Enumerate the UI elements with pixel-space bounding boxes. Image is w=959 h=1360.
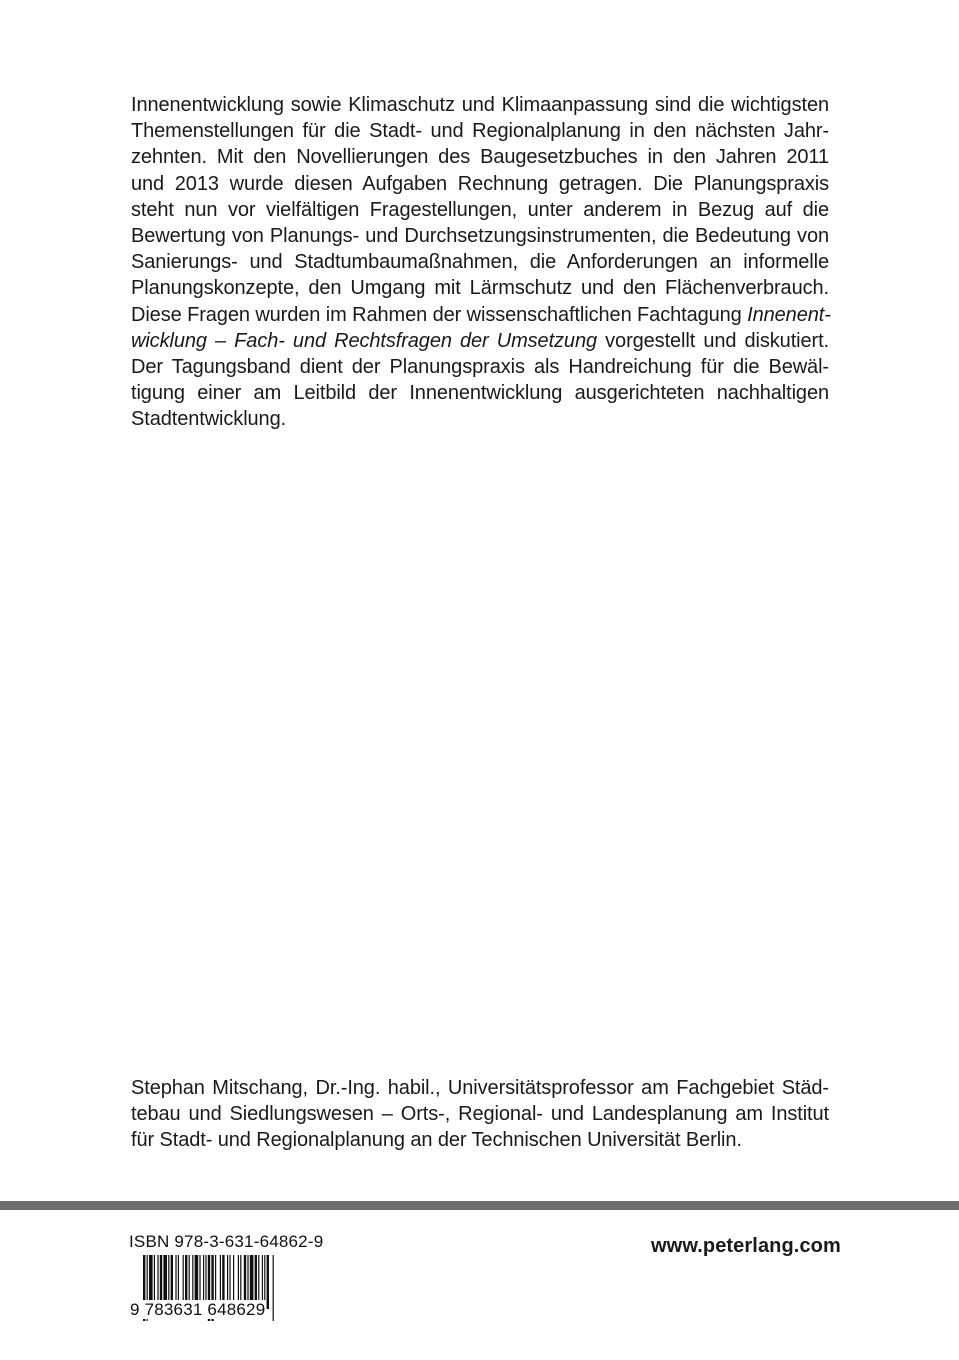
barcode-bar (267, 1255, 269, 1309)
divider-rule (0, 1201, 959, 1210)
description-line (131, 328, 829, 354)
barcode-digits (129, 1300, 266, 1320)
conference-title: Innenent- (747, 303, 831, 326)
description-text-plain: Diese Fragen wurden im Rahmen der wissenschaftlichen Fachtagung (131, 303, 742, 326)
description-line: zehnten. Mit den Novellierungen des Baugesetzbuches in den Jahren 2011 (131, 146, 829, 169)
description-line: Sanierungs- und Stadtumbaumaßnahmen, die Anforderungen an informelle (131, 251, 829, 274)
description-text-plain: vorgestellt und diskutiert. (605, 329, 830, 352)
description-line: und 2013 wurde diesen Aufgaben Rechnung getragen. Die Planungspraxis (131, 172, 829, 195)
barcode-digits-text: 9 783631 648629 (130, 1300, 266, 1319)
description-line: tigung einer am Leitbild der Innenentwicklung ausgerichteten nachhaltigen (131, 382, 829, 405)
barcode-bar (273, 1255, 274, 1321)
description-line: steht nun vor vielfältigen Fragestellungen, unter anderem in Bezug auf die (131, 198, 829, 221)
publisher-website: www.peterlang.com (651, 1235, 841, 1257)
author-bio-line: Stephan Mitschang, Dr.-Ing. habil., Universitätsprofessor am Fachgebiet Städ- (131, 1077, 829, 1099)
conference-title: wicklung – Fach- und Rechtsfragen der Umsetzung (131, 329, 597, 352)
description-text (131, 92, 829, 433)
author-bio (131, 1075, 829, 1154)
description-line: Planungskonzepte, den Umgang mit Lärmschutz und den Flächenverbrauch. (131, 277, 829, 300)
description-line: Bewertung von Planungs- und Durchsetzungsinstrumenten, die Bedeutung von (131, 225, 829, 248)
description-line (131, 302, 829, 328)
author-bio-line: tebau und Siedlungswesen – Orts-, Regional- und Landesplanung am Institut (131, 1103, 829, 1126)
description-line: Innenentwicklung sowie Klimaschutz und Klimaanpassung sind die wichtigsten (131, 94, 829, 116)
description-line: Stadtentwicklung. (131, 408, 287, 431)
description-line: Themenstellungen für die Stadt- und Regionalplanung in den nächsten Jahr- (131, 120, 829, 143)
isbn-label: ISBN 978-3-631-64862-9 (129, 1232, 324, 1251)
author-bio-line: für Stadt- und Regionalplanung an der Technischen Universität Berlin. (131, 1129, 742, 1152)
description-line: Der Tagungsband dient der Planungspraxis als Handreichung für die Bewäl- (131, 356, 829, 379)
